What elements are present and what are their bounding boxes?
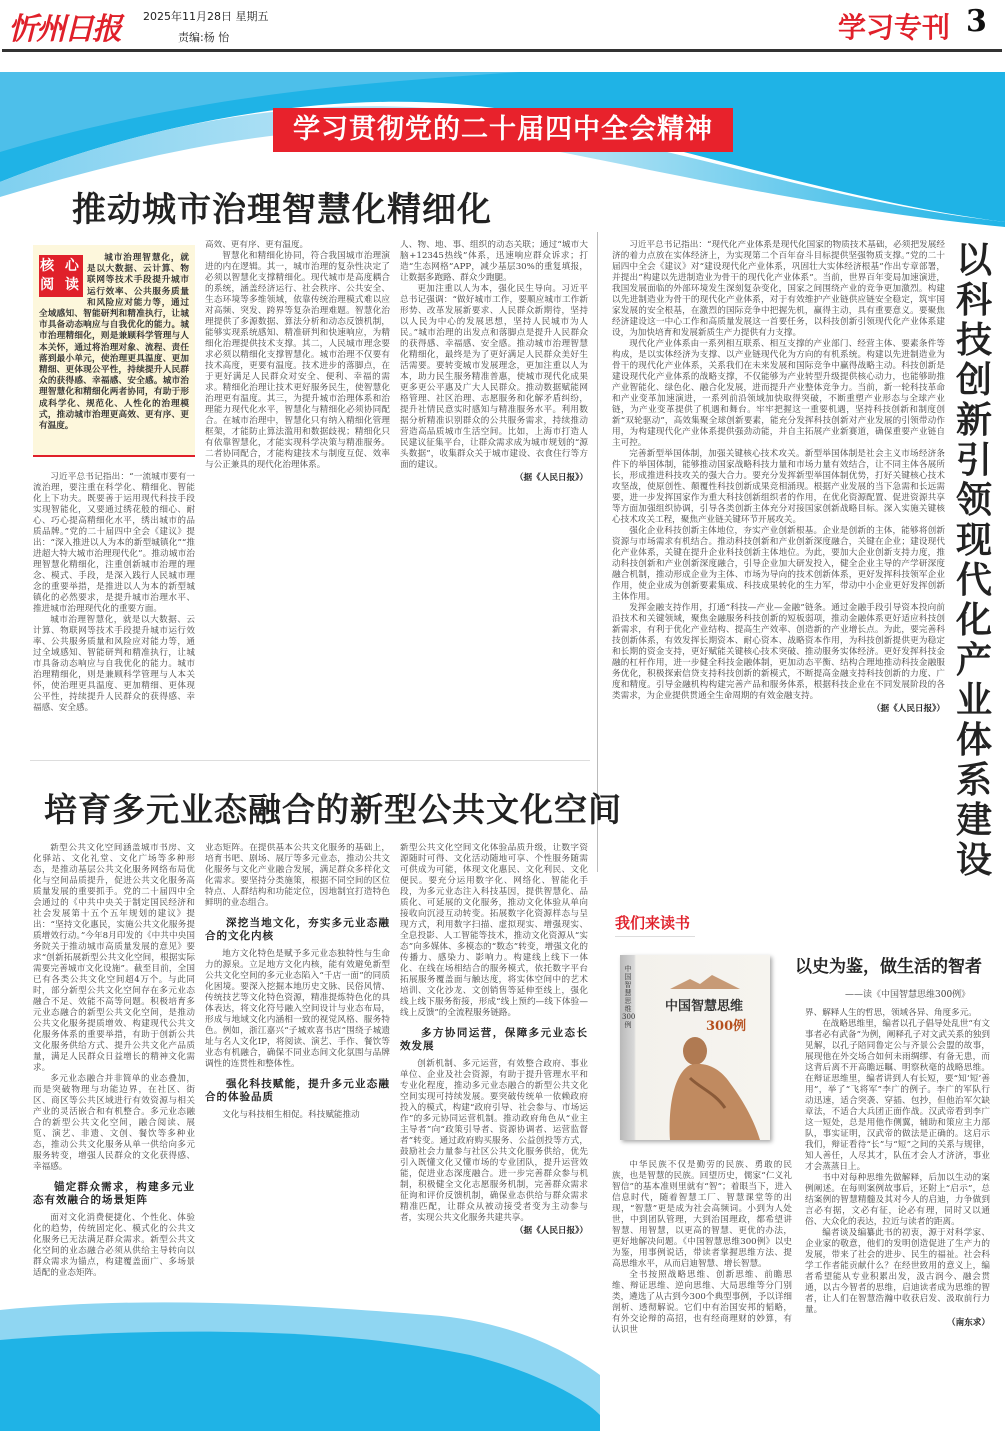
paragraph: 地方文化特色是赋予多元业态独特性与生命力的源泉。立足地方文化内核，能有效避免新型公共文化空间的多元业态陷入“千店一面”的同质化困境。要深入挖掘本地历史文脉、民俗风情、传统技艺等文化特色资源，精准提炼特色化的具体表达，将文化符号融入空间设计与业态布局，形成与地域文化内涵相一致的视觉风格、服务特色。例如，浙江嘉兴“子城欢喜书店”围绕子城遗址与名人文化IP，将阅读、演艺、手作、餐饮等业态有机融合，确保不同业态间文化氛围与品牌调性的连贯性和整体性。 <box>205 949 390 1069</box>
source-credit: （据《人民日报》） <box>514 1226 588 1236</box>
paragraph: 城市治理智慧化，就是以大数据、云计算、物联网等技术手段提升城市运行效率、公共服务质量和风险应对能力等，通过全域感知、智能研判和精准执行，让城市具备动态响应与自我优化的能力。城市治理精细化，则是兼顾科学管理与人本关怀，使治理更具温度、更加精细、更体现公平性，持续提升人民群众的获得感、幸福感、安全感。 <box>33 615 195 713</box>
article1-column-2 <box>205 240 390 747</box>
article1-column-3 <box>400 240 588 747</box>
paragraph: 编者谈及编纂此书的初衷，源于对科学家、企业家的敬意，他们的发明创造促进了生产力的发展，带来了社会的进步、民生的福祉。社会科学工作者能贡献什么？在经世致用的意义上，编者希望能从专业积累出发，汲古润今、融会贯通，以古今智者的思维，启迪读者成为思维的智者，让人们在智慧浩瀚中收获启发、汲取前行力量。 <box>805 1228 990 1315</box>
article2-body <box>612 240 945 872</box>
article3-title: 培育多元业态融合的新型公共文化空间 <box>44 790 622 829</box>
article3-column-2 <box>205 843 390 1348</box>
article1-title: 推动城市治理智慧化精细化 <box>72 190 492 230</box>
column-divider <box>597 232 598 872</box>
core-reading-text: 城市治理智慧化，就是以大数据、云计算、物联网等技术手段提升城市运行效率、公共服务质量和风险应对能力等，通过全域感知、智能研判和精准执行，让城市具备动态响应与自我优化的能力。城市治理精细化，则是兼顾科学管理与人本关怀，通过将治理对象、流程、责任落到最小单元，使治理更具温度、更加精细、更体现公平性，持续提升人民群众的获得感、幸福感、安全感。城市治理智慧化和精细化两者协同，有助于形成科学化、规范化、人性化的治理模式，推动城市治理更高效、更有序、更有温度。 <box>39 253 189 432</box>
article2-title: 以科技创新引领现代化产业体系建设 <box>955 239 992 881</box>
book-cover-number: 300例 <box>706 1019 747 1034</box>
paragraph: 界、解释人生的哲思，领域各异、角度多元。 <box>805 1008 977 1018</box>
paragraph: 发挥金融支持作用，打通“科技—产业—金融”链条。通过金融手段引导资本投向前沿技术和关键领域，聚焦金融服务科技创新的短板弱项，推动金融体系更好适应科技创新需求，有利于优化产业结构、提高生产效率、创造新的产业增长点。为此，要完善科技创新体系，有效发挥长期资本、耐心资本、战略资本作用，为科技创新提供更为稳定和长期的资金支持，更好赋能关键核心技术突破、推动服务实体经济。更好发挥科技金融的杠杆作用，进一步健全科技金融体制，更加动态平衡、结构合理地推动科技金融服务优化，积极探索信贷支持科技创新的新模式，不断提高金融支持科技创新的力度、广度和精度。引导金融机构构建完善产品和服务体系，根据科技企业在不同发展阶段的各类需求，为企业提供贯通全生命周期的有效金融支持。 <box>612 603 945 701</box>
subheading: 多方协同运营，保障多元业态长效发展 <box>400 1027 588 1052</box>
book-cover-image <box>620 955 770 1140</box>
source-credit: （南东求） <box>947 1318 990 1328</box>
book-cover-title: 中国智慧思维 <box>664 999 743 1014</box>
subheading: 强化科技赋能，提升多元业态融合的体验品质 <box>205 1078 390 1103</box>
subheading: 锚定群众需求，构建多元业态有效融合的场景矩阵 <box>33 1181 195 1206</box>
article1-column-1 <box>33 472 195 747</box>
paragraph: 习近平总书记指出：“一流城市要有一流治理，要注重在科学化、精细化、智能化上下功夫。既要善于运用现代科技手段实现智能化，又要通过绣花般的细心、耐心、巧心提高精细化水平，绣出城市的品质品牌。”党的二十届四中全会《建议》提出：“深入推进以人为本的新型城镇化”“推进超大特大城市治理现代化”。推动城市治理智慧化精细化，注重创新城市治理的理念、模式、手段，是深入践行人民城市理念的重要举措，是推进以人为本的新型城镇化的必然要求，是提升城市治理水平、推进城市治理现代化的重要方面。 <box>33 472 195 614</box>
book-review-subtitle: ——读《中国智慧思维300例》 <box>845 990 971 1000</box>
source-credit: （据《人民日报》） <box>871 704 945 714</box>
paragraph: 业态矩阵。在提供基本公共文化服务的基础上，培育书吧、剧场、展厅等多元业态，推动公共文化服务与文化产业融合发展，满足群众多样化文化需求。要坚持分类施策，根据不同空间的区位特点、人群结构和功能定位，因地制宜打造特色鲜明的业态组合。 <box>205 843 390 908</box>
subheading: 深挖当地文化，夯实多元业态融合的文化内核 <box>205 917 390 942</box>
book-review-column-2 <box>805 1008 990 1338</box>
book-spine-text: 中国智慧思维300例 <box>622 965 636 1029</box>
paragraph: 新型公共文化空间涵盖城市书房、文化驿站、文化礼堂、文化广场等多种形态，是推动基层公共文化服务网络布局优化与空间品质提升，促进公共文化服务高质量发展的重要抓手。党的二十届四中全会通过的《中共中央关于制定国民经济和社会发展第十五个五年规划的建议》提出：“坚持文化惠民，实施公共文化服务提质增效行动。”今年8月印发的《中共中央国务院关于推动城市高质量发展的意见》要求“创新拓展新型公共文化空间，根据实际需要完善城市文化设施”。截至目前，全国已有各类公共文化空间超4万个。与此同时，部分新型公共文化空间存在多元业态融合不足、效能不高等问题。积极培育多元业态融合的新型公共文化空间，是推动公共文化服务提质增效、构建现代公共文化服务体系的重要举措，有助于创新公共文化服务供给方式、提升公共文化产品质量，满足人民群众日益增长的精神文化需求。 <box>33 843 195 1073</box>
newspaper-logo: 忻州日报 <box>8 12 120 47</box>
paragraph: 完善新型举国体制，加强关键核心技术攻关。新型举国体制是社会主义市场经济条件下的举国体制，能够推动国家战略科技力量和市场力量有效结合，让不同主体各展所长，形成推进科技攻关的强大合力。要充分发挥新型举国体制优势，打好关键核心技术攻坚战，使原创性、颠覆性科技创新成果竞相涌现。根据产业发展的当下急需和长远需要，进一步发挥国家作为重大科技创新组织者的作用，在优化资源配置、促进资源共享等方面加强组织协调，引导各类创新主体充分对接国家创新战略目标。深入实施关键核心技术攻关工程，聚焦产业链关键环节开展攻关。 <box>612 449 945 525</box>
source-credit: （据《人民日报》） <box>514 473 588 483</box>
mountain-icon <box>670 975 740 989</box>
paragraph: 创新机制、多元运营，有效整合政府、事业单位、企业及社会资源，有助于提升管理水平和专业化程度，推动多元业态融合的新型公共文化空间实现可持续发展。要突破传统单一依赖政府投入的模式，构建“政府引导、社会参与、市场运作”的多元协同运营机制。推动政府角色从“业主主导者”向“政策引导者、资源协调者、运营监督者”转变。通过政府购买服务、公益创投等方式，鼓励社会力量参与社区公共文化服务供给，优先引入既懂文化又懂市场的专业团队，提升运营效能，促进业态深度融合。进一步完善群众参与机制，积极健全文化志愿服务机制，完善群众需求征询和评价反馈机制，确保业态供给与群众需求精准匹配，让群众从被动接受者变为主动参与者，实现公共文化服务共建共享。 <box>400 1059 588 1223</box>
paragraph: 多元业态融合并非简单的业态叠加，而是突破物理与功能边界，在社区、街区、商区等公共区域进行有效资源与相关产业的灵活嵌合和有机整合。多元业态融合的新型公共文化空间，融合阅读、展览、演艺、非遗、文创、餐饮等多种业态，推动公共文化服务从单一供给向多元服务转变，增强人民群众的文化获得感、幸福感。 <box>33 1074 195 1172</box>
statue-illustration <box>660 1033 760 1140</box>
paragraph: 高效、更有序、更有温度。 <box>205 240 309 250</box>
issue-date: 2025年11月28日 星期五 <box>143 10 269 23</box>
paragraph: 习近平总书记指出：“现代化产业体系是现代化国家的物质技术基础，必须把发展经济的着力点放在实体经济上，为实现第二个百年奋斗目标提供坚强物质支撑。”党的二十届四中全会《建议》对“建设现代化产业体系，巩固壮大实体经济根基”作出专章部署，并提出“构建以先进制造业为骨干的现代化产业体系”。当前，世界百年变局加速演进，我国发展面临的外部环境发生深刻复杂变化，国家之间围绕产业的竞争更加激烈。构建以先进制造业为骨干的现代化产业体系，对于有效维护产业链供应链安全稳定，筑牢国家发展的安全根基，在激烈的国际竞争中把握先机，赢得主动，具有重要意义。要聚焦经济建设这一中心工作和高质量发展这一首要任务，以科技创新引领现代化产业体系建设，为加快培育和发展新质生产力提供有力支撑。 <box>612 240 945 338</box>
paragraph: 在战略思维里，编者以孔子倡导处乱世“有文事者必有武备”为例，阐释孔子对文武关系的独到见解，以孔子陪同鲁定公与齐景公会盟的故事，展现他在外交场合如何未雨绸缪、有备无患，而这背后离不开高瞻远瞩、明察秋毫的战略思维。在辩证思维里，编者讲到人有长短，要“知‘短’善用”，举了“飞将军”李广的例子。李广的军队行动迅速，适合突袭、穿插、包抄，但他治军欠缺章法，不适合大兵团正面作战。汉武帝看到李广这一短处，总是用他作侧翼，辅助和策应主力部队，事实证明，汉武帝的做法是正确的。这启示我们，辩证看待“长”与“短”之间的关系与规律，知人善任，人尽其才，队伍才会人才济济，事业才会蒸蒸日上。 <box>805 1019 990 1172</box>
core-reading-box <box>33 245 195 457</box>
paragraph: 更加注重以人为本，强化民生导向。习近平总书记强调：“做好城市工作，要顺应城市工作新形势、改革发展新要求、人民群众新期待，坚持以人民为中心的发展思想，坚持人民城市为人民。”城市治理的出发点和落脚点是提升人民群众的获得感、幸福感、安全感。推动城市治理智慧化精细化，最终是为了更好满足人民群众美好生活需要。要转变城市发展理念，更加注重以人为本，助力民生服务精准普惠，使城市现代化成果更多更公平惠及广大人民群众。推动数据赋能网格管理、社区治理、志愿服务和化解矛盾纠纷，提升社情民意实时感知与精准服务水平。利用数据分析精准识别群众的公共服务需求，持续推动营造高品质城市生活空间。比如，上海市打造人民建议征集平台，让群众需求成为城市规划的“源头数据”，收集群众关于城市建设、衣食住行等方面的建议。 <box>400 284 588 470</box>
paragraph: 面对文化消费便捷化、个性化、体验化的趋势，传统固定化、模式化的公共文化服务已无法满足群众需求。新型公共文化空间的业态融合必须从供给主导转向以群众需求为锚点，构建覆盖面广、多场景适配的业态矩阵。 <box>33 1213 195 1278</box>
book-review-column-1 <box>612 1160 792 1340</box>
paragraph: 强化企业科技创新主体地位，夯实产业创新根基。企业是创新的主体，能够将创新资源与市场需求有机结合。推动科技创新和产业创新深度融合，关键在企业；建设现代化产业体系，关键在提升企业科技创新主体地位。为此，要加大企业创新支持力度，推动科技创新和产业创新深度融合，引导企业加大研发投入，健全企业主导的产学研深度融合机制，推动形成企业为主体、市场为导向的技术创新体系，更好发挥科技领军企业作用，使企业成为创新要素集成、科技成果转化的生力军，带动中小企业更好发挥创新主体作用。 <box>612 526 945 602</box>
paragraph: 智慧化和精细化协同，符合我国城市治理演进的内在逻辑。其一，城市治理的复杂性决定了必须以智慧化支撑精细化。现代城市是高度耦合的系统，涵盖经济运行、社会秩序、公共安全、生态环境等多维领域，依靠传统治理模式难以应对高频、突发、跨界等复杂治理难题。智慧化治理提供了多源数据、算法分析和动态反馈机制，能够实现系统感知、精准研判和快速响应，为精细化治理提供技术支撑。其二，人民城市理念要求必须以精细化支撑智慧化。城市治理不仅要有技术高度，更要有温度。技术进步的落脚点，在于更好满足人民群众对安全、便利、幸福的需求。精细化治理让技术更好服务民生，使智慧化治理更有温度。其三，为提升城市治理体系和治理能力现代化水平，智慧化与精细化必须协同配合。在城市治理中，智慧化只有纳入精细化管理框架，才能防止算法滥用和数据歧视；精细化只有依靠智慧化，才能实现科学决策与精准服务。二者协同配合，才能构建技术与制度互促、效率与公正兼具的现代化治理体系。 <box>205 251 390 470</box>
paragraph: 新型公共文化空间文化体验品质升级，让数字资源随时可得、文化活动随地可享、个性服务随需可供成为可能，体现文化惠民、文化利民、文化便民。要充分运用数字化、网络化、智能化手段，为多元业态注入科技基因，提供智慧化、品质化、可延展的文化服务，推动文化体验从单向接收向沉浸互动转变。拓展数字化资源样态与呈现方式，利用数字扫描、虚拟现实、增强现实、全息投影、人工智能等技术，推动文化资源从“实态”向多媒体、多模态的“数态”转变，增强文化的传播力、感染力、影响力。构建线上线下一体化、在线在场相结合的服务模式，依托数字平台拓展服务覆盖面与触达度，将实体空间中的艺术培训、文化沙龙、文创销售等延伸至线上，强化线上线下服务衔接，形成“线上预约—线下体验—线上反馈”的全流程服务链路。 <box>400 843 588 1018</box>
reading-column-head: 我们来读书 <box>615 912 695 937</box>
paragraph: 全书按照战略思维、创新思维、前瞻思维、辩证思维、逆向思维、大局思维等分门别类，遴选了从古到今300个典型事例，予以详细剖析、透彻解说。它们中有治国安邦的韬略，有外交论辩的高招，也有经商理财的妙算，有认识世 <box>612 1270 792 1335</box>
header-rule <box>2 49 1002 52</box>
book-review-title: 以史为鉴，做生活的智者 <box>795 957 982 977</box>
page-number: 3 <box>966 4 987 39</box>
article3-column-1 <box>33 843 195 1348</box>
paragraph: 现代化产业体系由一系列相互联系、相互支撑的产业部门、经营主体、要素条件等构成，是以实体经济为支撑、以产业链现代化为方向的有机系统。构建以先进制造业为骨干的现代化产业体系，关系我们在未来发展和国际竞争中赢得战略主动。科技创新是建设现代化产业体系的战略支撑，不仅能够为产业转型升级提供核心动力，也能够助推产业智能化、绿色化、融合化发展，进而提升产业整体竞争力。当前，新一轮科技革命和产业变革加速演进，一系列前沿领域加快取得突破，不断重塑产业形态与全球产业链，为产业变革提供了机遇和舞台。牢牢把握这一重要机遇，坚持科技创新和制度创新“双轮驱动”，高效集聚全球创新要素，能充分发挥科技创新对产业发展的引领带动作用，为构建现代化产业体系提供强劲动能，并自主拓展产业新赛道，确保重要产业链自主可控。 <box>612 339 945 448</box>
paragraph: 人、物、地、事、组织的动态关联；通过“城市大脑+12345热线”体系，迅速响应群众诉求；打造“生态网格”APP，减少基层30%的重复填报，让数据多跑路、群众少跑腿。 <box>400 240 588 283</box>
paragraph: 中华民族不仅是勤劳的民族、勇敢的民族，也是智慧的民族。回望历史，儒家“仁义礼智信”的基本准则里就有“智”；着眼当下，进入信息时代，随着智慧工厂、智慧课堂等的出现，“智慧”更是成为社会高频词。小到为人处世，中到团队管理，大到治国理政，都希望讲智慧、用智慧，以更高的智慧、更优的办法，更好地解决问题。《中国智慧思维300例》以史为鉴，用事例说话，带读者掌握思维方法、提高思维水平，从而启迪智慧、增长智慧。 <box>612 1160 792 1269</box>
section-divider <box>30 760 590 761</box>
section-name: 学习专刊 <box>838 11 951 44</box>
special-topic-banner: 学习贯彻党的二十届四中全会精神 <box>273 108 733 152</box>
core-reading-badge: 核 心 阅 读 <box>39 255 83 297</box>
article3-column-3 <box>400 843 588 1338</box>
paragraph: 书中对每种思维先做解释，后加以生动的案例阐述。在每则案例故事后，还附上“启示”，总结案例的智慧精髓及其对今人的启迪，力争做到言必有据，文必有征，论必有理，同时又以通俗、大众化的表达，拉近与读者的距离。 <box>805 1173 990 1227</box>
editor-credit: 责编:杨 怡 <box>178 31 230 44</box>
paragraph: 文化与科技相生相促。科技赋能推动 <box>222 1110 360 1120</box>
